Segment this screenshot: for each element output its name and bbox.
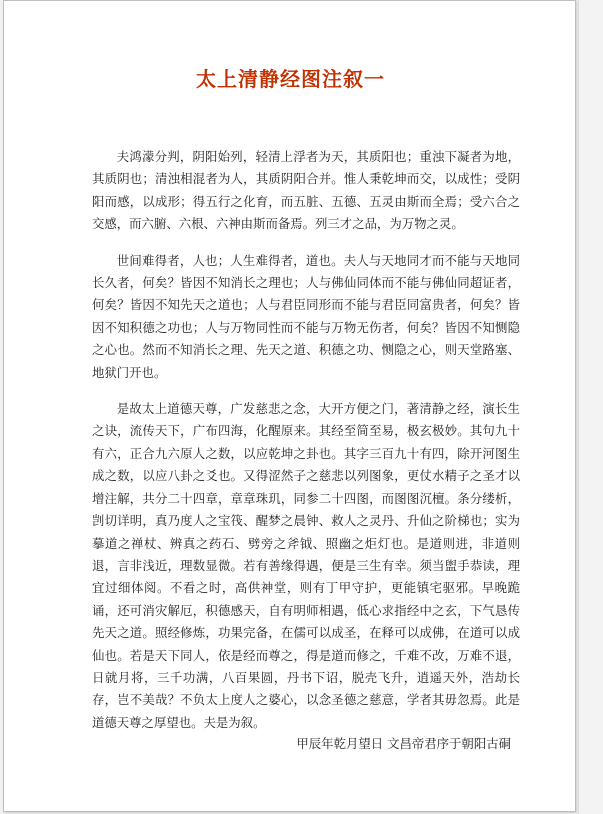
- signature-line: 甲辰年乾月望日 文昌帝君序于朝阳古硐: [296, 736, 511, 751]
- paragraph-3: 是故太上道德天尊，广发慈悲之念，大开方便之门，著清静之经，演长生之诀，流传天下，广布四海，化醒原来。其经至简至易，极玄极妙。其句九十有六，正合九六原人之数，以应乾坤之卦也。其字三百九十有四，除开河图生成之数，以应八卦之爻也。又得涩然子之慈悲以列图象，更仗水精子之圣才以增注解，共分二十四章，章章珠玑，同参二十四图，而图图沉檀。条分缕析，剀切详明，真乃度人之宝筏、醒梦之晨钟、救人之灵丹、升仙之阶梯也；实为摹道之禅杖、辨真之药石、劈旁之斧钺、照幽之炬灯也。是道则进，非道则退，言非浅近，理数显微。若有善缘得遇，便是三生有幸。须当盥手恭读，理宜过细体阅。不看之时，高供神堂，则有丁甲守护，更能镇宅驱邪。早晚跪诵，还可消灾解厄，积德感天，自有明师相遇，低心求指经中之玄，下气恳传先天之道。照经修炼，功果完备，在儒可以成圣，在释可以成佛，在道可以成仙也。若是天下同人，依是经而尊之，得是道而修之，千难不改，万难不退，日就月将，三千功满，八百果圆，丹书下诏，脱壳飞升，逍遥天外，浩劫长存，岂不美哉？不负太上度人之婆心，以念圣德之慈意，学者其毋忽焉。此是道德天尊之厚望也。夫是为叙。: [92, 401, 520, 730]
- viewer-background: [578, 0, 603, 814]
- document-body: [92, 146, 520, 748]
- paragraph-2: 世间难得者，人也；人生难得者，道也。夫人与天地同才而不能与天地同长久者，何矣？皆因不知消长之理也；人与佛仙同体而不能与佛仙同超证者，何矣？皆因不知先天之道也；人与君臣同形而不能与君臣同富贵者，何矣？皆因不知积德之功也；人与万物同性而不能与万物无伤者，何矣？皆因不知恻隐之心也。然而不知消长之理、先天之道、积德之功、恻隐之心，则天堂路塞、地狱门开也。: [92, 252, 520, 380]
- document-title: 太上清静经图注叙一: [196, 67, 385, 91]
- document-page: [3, 0, 576, 812]
- paragraph-1: 夫鸿濛分判，阴阳始列，轻清上浮者为天，其质阳也；重浊下凝者为地，其质阴也；清浊相混者为人，其质阴阳合并。惟人秉乾坤而交，以成性；受阴阳而感，以成形；得五行之化育，而五脏、五德、五灵由斯而全焉；受六合之交感，而六腑、六根、六神由斯而备焉。列三才之品，为万物之灵。: [92, 149, 520, 232]
